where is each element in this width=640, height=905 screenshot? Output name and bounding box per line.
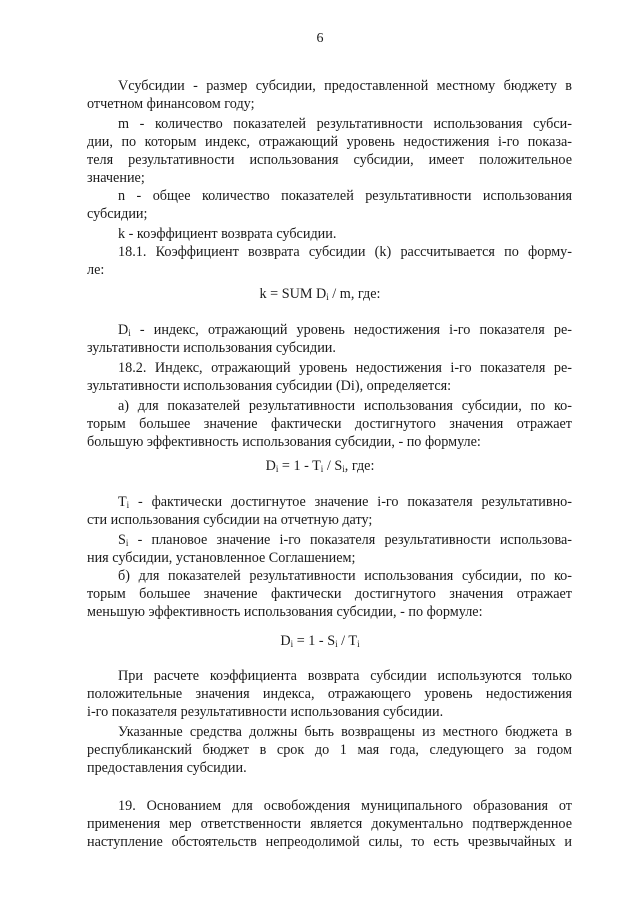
- line-text: Vсубсидии - размер субсидии, предоставленной местному бюджету в: [118, 78, 572, 94]
- formula-di-b: $D_i = 1 - S_i / T_i$: [280, 633, 360, 649]
- line-text: k - коэффициент возврата субсидии.: [118, 226, 337, 242]
- page-number: 6: [316, 31, 324, 46]
- line-text: республиканский бюджет в срок до 1 мая года, следующего за годом: [87, 742, 572, 758]
- line-text: большую эффективность использования субсидии, - по формуле:: [87, 434, 481, 450]
- line-text: б) для показателей результативности использования субсидии, по ко-: [118, 568, 572, 584]
- line-text: торым большее значение фактически достигнутого значения отражает: [87, 416, 572, 432]
- line-text: зультативности использования субсидии.: [87, 340, 336, 356]
- symbol: T: [118, 494, 127, 510]
- text-line: [87, 261, 572, 279]
- text-line: [118, 359, 572, 377]
- text-line: [87, 603, 572, 621]
- symbol-subscript: i: [126, 500, 130, 510]
- line-text: торым большее значение фактически достигнутого значения отражает: [87, 586, 572, 602]
- text-line: [87, 759, 572, 777]
- text-line: [87, 585, 572, 603]
- text-line: [118, 187, 572, 205]
- line-text: субсидии;: [87, 206, 148, 222]
- text-line: [87, 169, 572, 187]
- text-line: [87, 95, 572, 113]
- text-line: [87, 377, 572, 395]
- line-text: 18.2. Индекс, отражающий уровень недостижения i-го показателя ре-: [118, 360, 572, 376]
- line-text: m - количество показателей результативности использования субси-: [118, 116, 572, 132]
- text-line: [87, 433, 572, 451]
- symbol: S: [118, 532, 126, 548]
- text-line: [87, 703, 572, 721]
- line-text: зультативности использования субсидии (Di), определяется:: [87, 378, 452, 394]
- text-line: [118, 567, 572, 585]
- line-text: n - общее количество показателей результативности использования: [118, 188, 572, 204]
- line-text: ле:: [87, 262, 105, 278]
- line-text: - плановое значение i-го показателя результативности использова-: [137, 532, 572, 548]
- formula-di-a: $D_i = 1 - T_i / S_i$, где:: [265, 458, 375, 474]
- text-line: [118, 115, 572, 133]
- text-line: [87, 339, 572, 357]
- line-text: сти использования субсидии на отчетную дату;: [87, 512, 373, 528]
- text-line: [118, 397, 572, 415]
- text-line: [118, 531, 572, 549]
- line-text: Указанные средства должны быть возвращены из местного бюджета в: [118, 724, 572, 740]
- line-text: отчетном финансовом году;: [87, 96, 255, 112]
- symbol-subscript: i: [125, 538, 129, 548]
- line-text: наступление обстоятельств непреодолимой силы, то есть чрезвычайных и: [87, 834, 572, 850]
- text-line: [118, 321, 572, 339]
- text-line: [87, 151, 572, 169]
- line-text: применения мер ответственности является документально подтвержденное: [87, 816, 572, 832]
- text-line: [87, 549, 572, 567]
- line-text: теля результативности использования субсидии, имеет положительное: [87, 152, 572, 168]
- text-line: [118, 493, 572, 511]
- line-text: а) для показателей результативности использования субсидии, по ко-: [118, 398, 572, 414]
- line-text: - индекс, отражающий уровень недостижения i-го показателя ре-: [139, 322, 572, 338]
- symbol: D: [118, 322, 129, 338]
- text-line: [118, 225, 572, 243]
- line-text: - фактически достигнутое значение i-го показателя результативно-: [138, 494, 572, 510]
- line-text: дии, по которым индекс, отражающий уровень недостижения i-го показа-: [87, 134, 572, 150]
- formula-k: k = SUM $D_i$ / m, где:: [259, 286, 381, 302]
- line-text: меньшую эффективность использования субсидии, - по формуле:: [87, 604, 483, 620]
- text-line: [118, 77, 572, 95]
- text-line: [118, 797, 572, 815]
- text-line: [87, 415, 572, 433]
- line-text: значение;: [87, 170, 145, 186]
- text-line: [87, 205, 572, 223]
- text-line: [87, 815, 572, 833]
- text-line: [118, 723, 572, 741]
- line-text: 19. Основанием для освобождения муниципального образования от: [118, 798, 572, 814]
- line-text: ния субсидии, установленное Соглашением;: [87, 550, 356, 566]
- text-line: [87, 741, 572, 759]
- text-line: [87, 833, 572, 851]
- symbol-subscript: i: [128, 328, 131, 338]
- line-text: При расчете коэффициента возврата субсидии используются только: [118, 668, 572, 684]
- text-line: [118, 667, 572, 685]
- text-line: [118, 243, 572, 261]
- line-text: i-го показателя результативности использования субсидии.: [87, 704, 444, 720]
- line-text: предоставления субсидии.: [87, 760, 247, 776]
- text-line: [87, 685, 572, 703]
- text-line: [87, 511, 572, 529]
- text-line: [87, 133, 572, 151]
- line-text: 18.1. Коэффициент возврата субсидии (k) рассчитывается по форму-: [118, 244, 572, 260]
- line-text: положительные значения индекса, отражающего уровень недостижения: [87, 686, 572, 702]
